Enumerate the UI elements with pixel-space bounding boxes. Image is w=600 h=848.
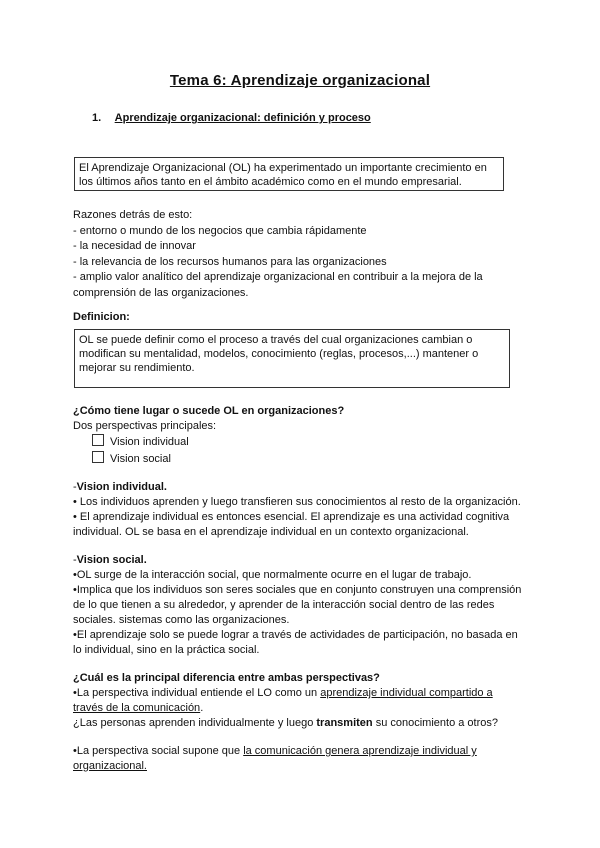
reason-item: - amplio valor analítico del aprendizaje organizacional en contribuir a la mejora de la <box>73 271 483 283</box>
question-heading-1: ¿Cómo tiene lugar o sucede OL en organizaciones? <box>73 405 345 417</box>
bold-run: transmiten <box>316 717 373 729</box>
checkbox-label: Vision social <box>110 453 171 465</box>
difference-line <box>73 744 477 760</box>
checkbox-item[interactable] <box>92 434 189 448</box>
individual-line: individual. OL se basa en el aprendizaje individual en un contexto organizacional. <box>73 526 469 538</box>
heading-text: Vision social. <box>76 554 147 566</box>
section-heading <box>92 112 371 124</box>
heading-prefix: - <box>73 554 77 566</box>
text-run: •La perspectiva social supone que <box>73 745 244 757</box>
heading-prefix: - <box>73 481 77 493</box>
reason-item: - la necesidad de innovar <box>73 240 196 252</box>
social-line: •OL surge de la interacción social, que normalmente ocurre en el lugar de trabajo. <box>73 569 472 581</box>
definition-box <box>74 329 510 388</box>
page-title: Tema 6: Aprendizaje organizacional <box>169 72 431 89</box>
perspectives-intro: Dos perspectivas principales: <box>73 420 217 432</box>
social-line: •El aprendizaje solo se puede lograr a través de actividades de participación, no basada en <box>73 629 518 641</box>
difference-line <box>73 759 147 775</box>
social-line: •Implica que los individuos son seres sociales que en conjunto construyen una comprensión <box>73 584 522 596</box>
definition-box-line: modifican su mentalidad, modelos, conocimiento (reglas, procesos,...) mantener o <box>79 348 479 360</box>
social-line: sociales. sistemas como las organizaciones. <box>73 614 290 626</box>
definition-box-line: OL se puede definir como el proceso a través del cual organizaciones cambian o <box>79 334 473 346</box>
definition-heading: Definicion: <box>73 311 130 323</box>
text-run: •La perspectiva individual entiende el LO como un <box>73 687 321 699</box>
intro-box-line: El Aprendizaje Organizacional (OL) ha experimentado un importante crecimiento en <box>79 162 487 174</box>
question-heading-2: ¿Cuál es la principal diferencia entre ambas perspectivas? <box>73 672 380 684</box>
section-title: Aprendizaje organizacional: definición y proceso <box>114 112 371 124</box>
text-run: ¿Las personas aprenden individualmente y luego <box>73 717 317 729</box>
reasons-intro: Razones detrás de esto: <box>73 209 193 221</box>
checkbox-item[interactable] <box>92 451 171 465</box>
checkbox-label: Vision individual <box>110 436 189 448</box>
individual-line: • Los individuos aprenden y luego transfieren sus conocimientos al resto de la organización. <box>73 496 521 508</box>
social-line: de lo que tienen a su alrededor, y aprender de la interacción social dentro de las redes <box>73 599 495 611</box>
text-run: su conocimiento a otros? <box>372 717 498 729</box>
difference-line <box>73 701 203 717</box>
checkbox-icon[interactable] <box>92 434 104 446</box>
checkbox-icon[interactable] <box>92 451 104 463</box>
individual-line: • El aprendizaje individual es entonces esencial. El aprendizaje es una actividad cognitiva <box>73 511 510 523</box>
intro-box-line: los últimos años tanto en el ámbito académico como en el mundo empresarial. <box>79 176 462 188</box>
underlined-run: organizacional. <box>73 760 147 772</box>
underlined-run: aprendizaje individual compartido a <box>320 687 493 699</box>
heading-text: Vision individual. <box>76 481 167 493</box>
reason-item: - la relevancia de los recursos humanos para las organizaciones <box>73 255 387 268</box>
underlined-run: través de la comunicación <box>73 702 201 714</box>
social-line: lo individual, sino en la práctica social. <box>73 644 260 656</box>
social-heading <box>73 553 147 569</box>
difference-line <box>73 686 493 702</box>
underlined-run: la comunicación genera aprendizaje individual y <box>243 745 477 757</box>
intro-box <box>74 157 504 191</box>
definition-box-line: mejorar su rendimiento. <box>79 362 195 374</box>
reason-item: comprensión de las organizaciones. <box>73 286 249 299</box>
difference-line <box>73 716 498 732</box>
text-run: . <box>200 702 204 714</box>
section-number: 1. <box>92 112 102 124</box>
individual-heading <box>73 480 167 496</box>
reason-item: - entorno o mundo de los negocios que cambia rápidamente <box>73 224 367 237</box>
